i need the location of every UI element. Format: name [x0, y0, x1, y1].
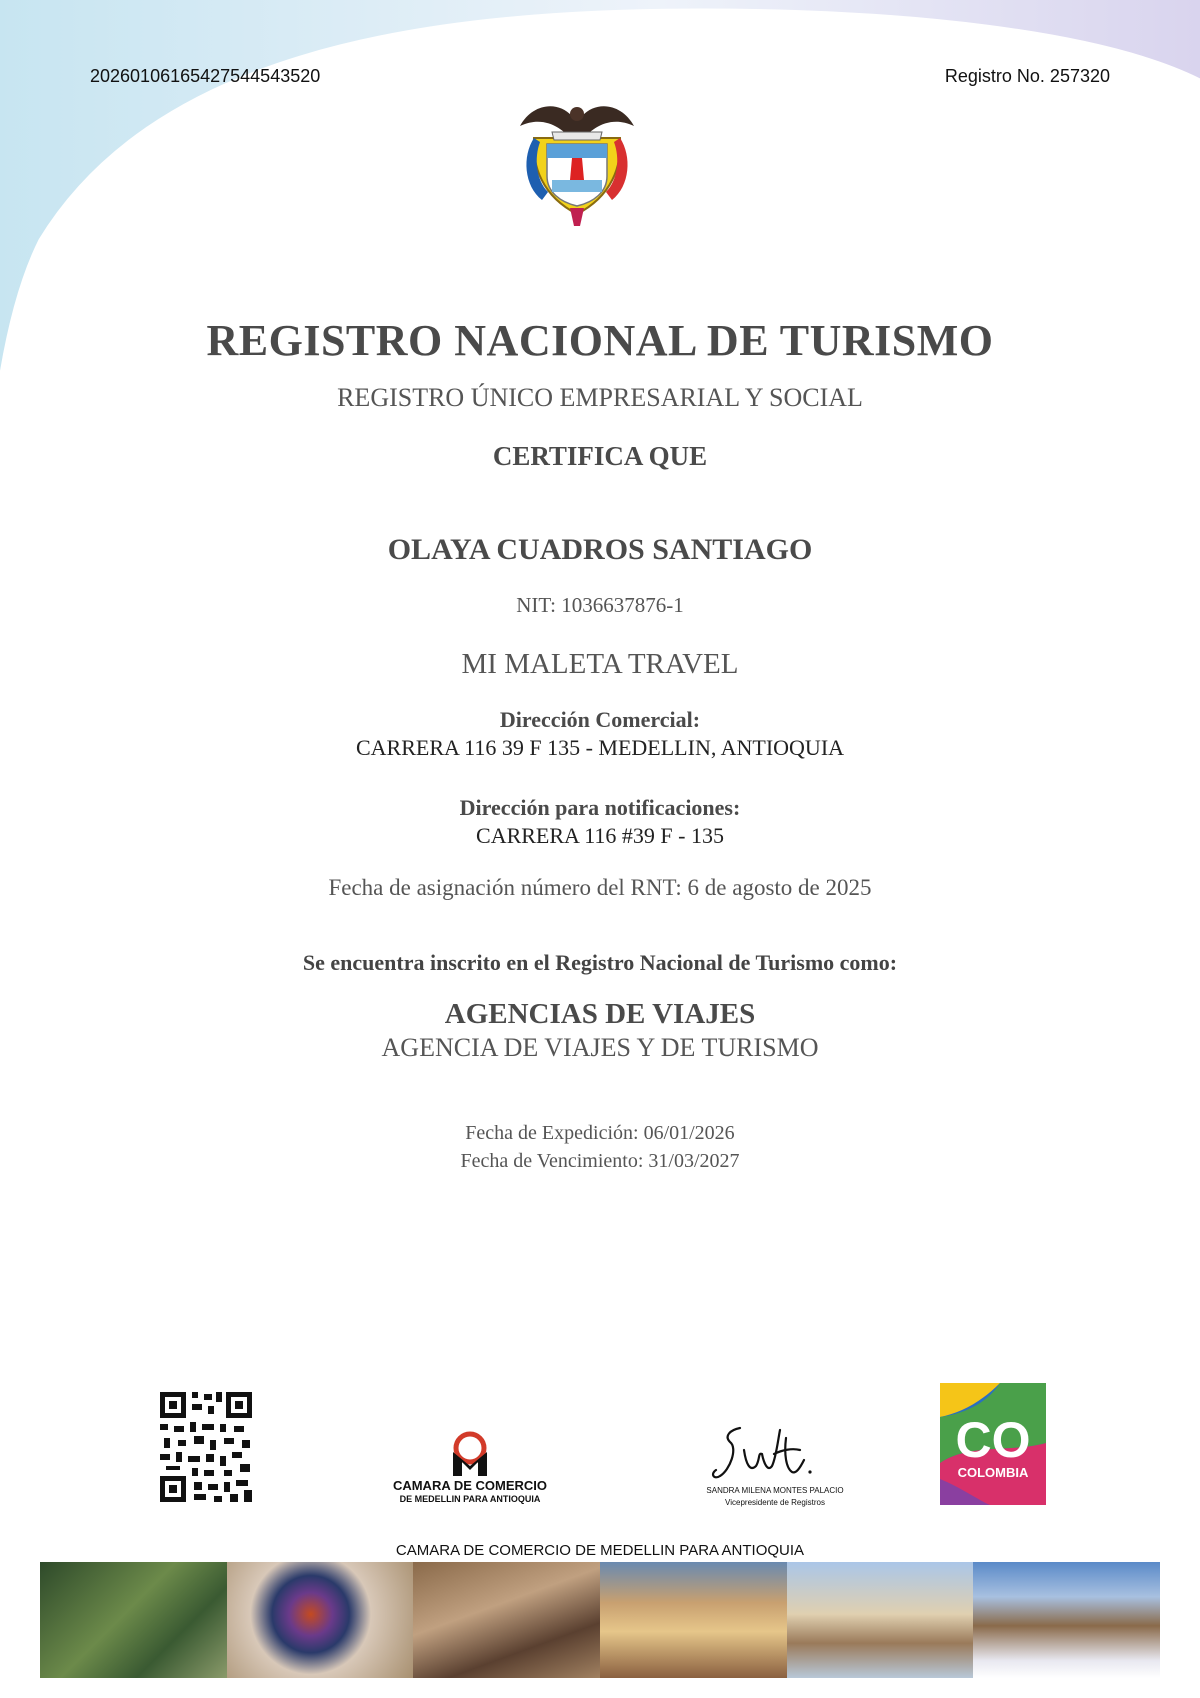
registration-subcategory: AGENCIA DE VIAJES Y DE TURISMO [381, 1033, 819, 1062]
photo-cathedral [787, 1562, 974, 1678]
registration-statement: Se encuentra inscrito en el Registro Nacional de Turismo como: [302, 950, 898, 975]
chamber-logo-line1: CAMARA DE COMERCIO [392, 1478, 548, 1493]
document-subtitle: REGISTRO ÚNICO EMPRESARIAL Y SOCIAL [337, 383, 863, 412]
photo-forest [40, 1562, 227, 1678]
colombia-logo-text: COLOMBIA [957, 1465, 1029, 1480]
signer-role: Vicepresidente de Registros [725, 1498, 825, 1507]
chamber-emblem-icon [375, 1430, 565, 1478]
photo-musicians [413, 1562, 600, 1678]
photo-rock-mountain [973, 1562, 1160, 1678]
commercial-address-value: CARRERA 116 39 F 135 - MEDELLIN, ANTIOQUIA [355, 735, 845, 760]
registro-number: Registro No. 257320 [944, 66, 1110, 86]
notification-address-value: CARRERA 116 #39 F - 135 [476, 823, 724, 848]
notification-address-label: Dirección para notificaciones: [459, 795, 741, 820]
registration-category: AGENCIAS DE VIAJES [444, 998, 756, 1030]
rnt-assignment-date: Fecha de asignación número del RNT: 6 de agosto de 2025 [328, 875, 872, 900]
colombia-brand-logo [940, 1383, 1046, 1505]
holder-name: OLAYA CUADROS SANTIAGO [387, 533, 813, 566]
signer-name: SANDRA MILENA MONTES PALACIO [706, 1486, 844, 1495]
holder-nit: NIT: 1036637876-1 [516, 593, 684, 617]
issue-date: Fecha de Expedición: 06/01/2026 [465, 1122, 735, 1144]
photo-strip [40, 1562, 1160, 1678]
handwritten-signature [700, 1420, 850, 1484]
commercial-address-label: Dirección Comercial: [499, 707, 701, 732]
chamber-of-commerce-logo [375, 1430, 565, 1510]
chamber-logo-line2: DE MEDELLIN PARA ANTIOQUIA [399, 1494, 541, 1504]
signature-block [700, 1420, 850, 1510]
co-logo-text: CO [955, 1412, 1031, 1468]
expiry-date: Fecha de Vencimiento: 31/03/2027 [460, 1150, 740, 1172]
certifica-heading: CERTIFICA QUE [492, 441, 708, 471]
footer-entity: CAMARA DE COMERCIO DE MEDELLIN PARA ANTIOQUIA [395, 1542, 805, 1559]
document-code: 20260106165427544543520 [90, 66, 321, 86]
coat-of-arms-icon [512, 96, 642, 232]
document-title: REGISTRO NACIONAL DE TURISMO [206, 316, 994, 365]
qr-code-icon[interactable] [158, 1390, 254, 1504]
photo-colonial-street [600, 1562, 787, 1678]
holder-brand: MI MALETA TRAVEL [461, 648, 739, 680]
photo-bird [227, 1562, 414, 1678]
